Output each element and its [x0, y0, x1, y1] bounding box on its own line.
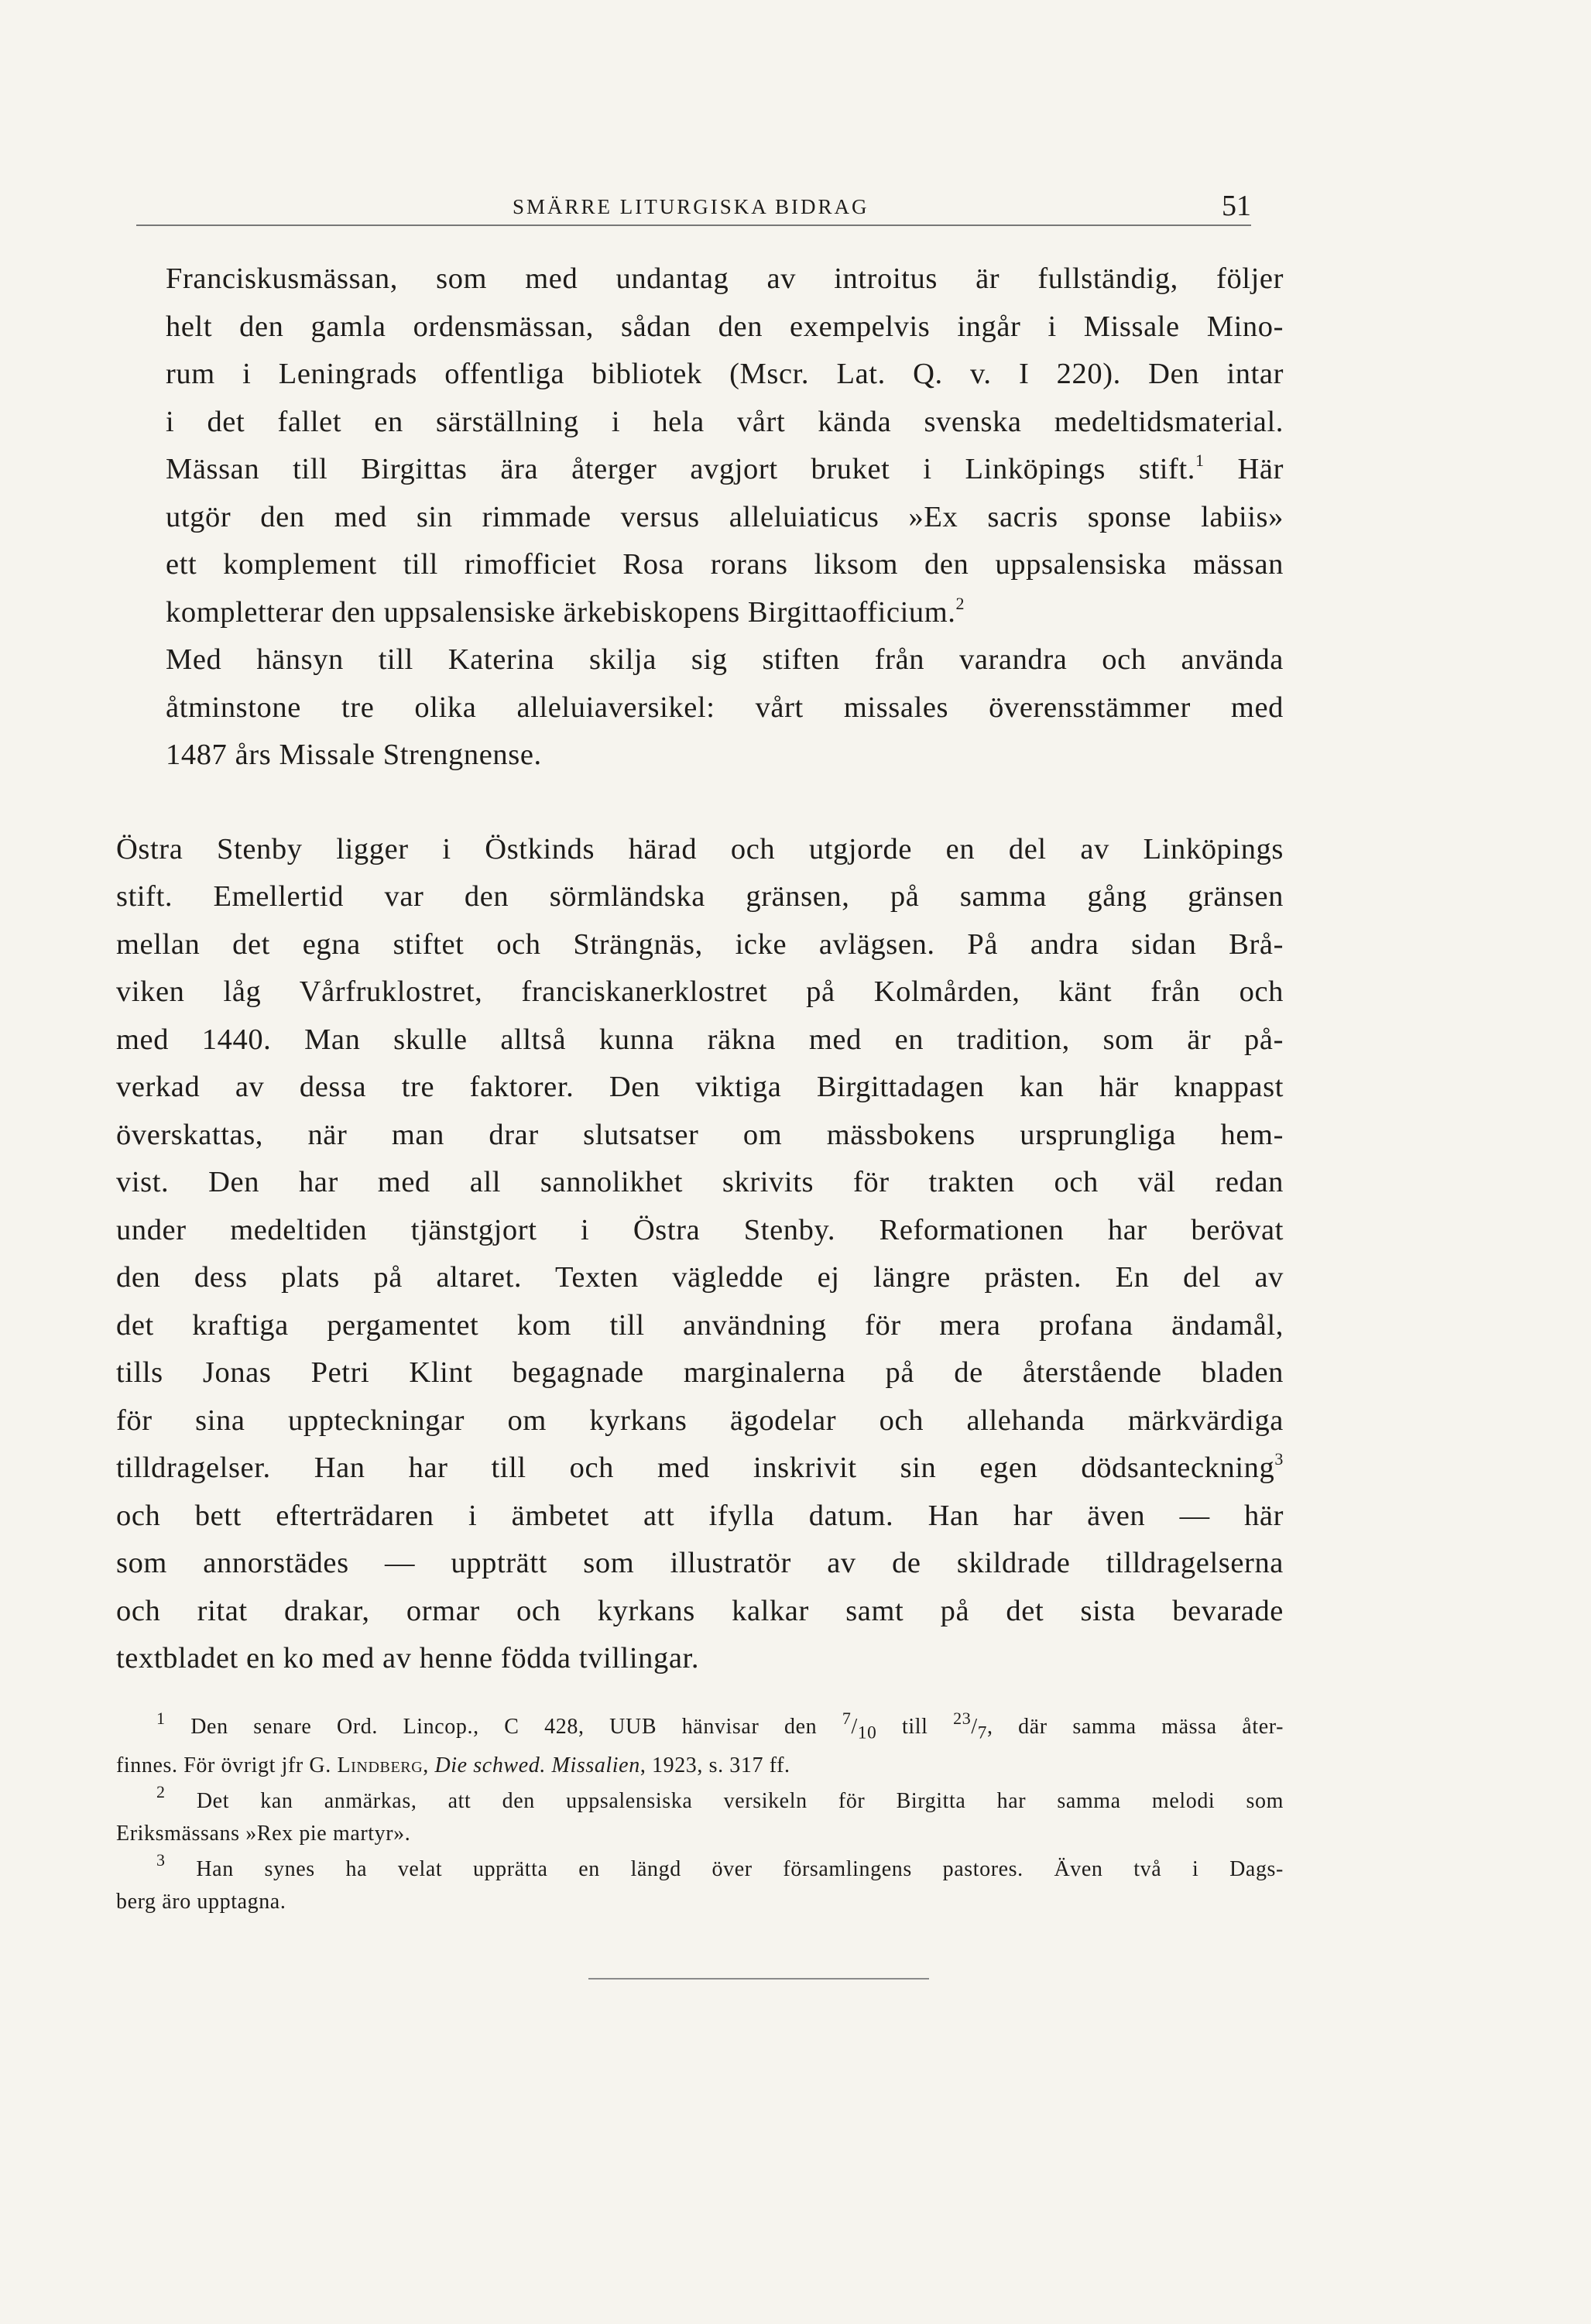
- bottom-rule: [588, 1978, 929, 1980]
- text-line: det kraftiga pergamentet kom till användning för mera profana ändamål,: [116, 1308, 1284, 1342]
- text-line: överskattas, när man drar slutsatser om mässbokens ursprungliga hem-: [116, 1118, 1284, 1151]
- footnote-work-title: Die schwed. Missalien: [434, 1753, 640, 1777]
- footnote-text: Han synes ha velat upprätta en längd över församlingens pastores. Även två i Dags-: [196, 1856, 1284, 1881]
- fraction-numerator: 7: [842, 1708, 852, 1728]
- footnote-text: , där samma mässa åter-: [986, 1715, 1284, 1739]
- text-line: för sina uppteckningar om kyrkans ägodelar och allehanda märkvärdiga: [116, 1404, 1284, 1437]
- paragraph-2: [116, 826, 1284, 1683]
- footnote-author: Lindberg: [337, 1753, 423, 1777]
- fraction-denominator: 10: [857, 1722, 877, 1743]
- footnote-ref-1: 1: [1195, 451, 1205, 471]
- text-line-part: Här: [1204, 453, 1284, 485]
- footnote-line: [116, 1850, 1284, 1886]
- text-line: som annorstädes — uppträtt som illustratör av de skildrade tilldragelserna: [116, 1547, 1284, 1579]
- footnote-text: till: [876, 1715, 954, 1739]
- footnote-3: [116, 1850, 1284, 1918]
- page-number: 51: [1222, 190, 1251, 222]
- footnote-line: Eriksmässans »Rex pie martyr».: [116, 1821, 411, 1846]
- text-line: Östra Stenby ligger i Östkinds härad och utgjorde en del av Linköpings: [116, 832, 1284, 866]
- footnote-line: $^1$ Den senare Ord. Lincop., C 428, UUB hänvisar den $^7/_{10}$ till $^{23}/_7$, där samma mässa åter-: [156, 1708, 1284, 1743]
- footnote-line: [116, 1782, 1284, 1818]
- text-line: 1487 års Missale Strengnense.: [166, 739, 542, 771]
- footnote-text: ,: [423, 1753, 435, 1777]
- footnotes: [116, 1708, 1284, 1921]
- footnote-1: [116, 1708, 1284, 1782]
- paragraph-gap: [116, 780, 1284, 826]
- text-line: mellan det egna stiftet och Strängnäs, icke avlägsen. På andra sidan Brå-: [116, 927, 1284, 961]
- text-line: i det fallet en särställning i hela vårt kända svenska medeltidsmaterial.: [166, 405, 1284, 438]
- footnote-line: berg äro upptagna.: [116, 1889, 286, 1914]
- fraction-numerator: 23: [953, 1708, 972, 1728]
- footnote-text: , 1923, s. 317 ff.: [639, 1753, 790, 1777]
- paragraph-1: [116, 255, 1284, 780]
- text-line: under medeltiden tjänstgjort i Östra Stenby. Reformationen har berövat: [116, 1213, 1284, 1246]
- text-line-part: Mässan till Birgittas ära återger avgjort bruket i Linköpings stift.: [166, 453, 1195, 485]
- body-text: [116, 255, 1284, 1683]
- text-line: viken låg Vårfruklostret, franciskanerklostret på Kolmården, känt från och: [116, 975, 1284, 1008]
- text-line: och ritat drakar, ormar och kyrkans kalkar samt på det sista bevarade: [116, 1594, 1284, 1627]
- text-line: tills Jonas Petri Klint begagnade marginalerna på de återstående bladen: [116, 1356, 1284, 1389]
- text-line: verkad av dessa tre faktorer. Den viktiga Birgittadagen kan här knappast: [116, 1071, 1284, 1103]
- text-line: [116, 1445, 1284, 1493]
- text-line: och bett efterträdaren i ämbetet att ifylla datum. Han har även — här: [116, 1499, 1284, 1532]
- text-line: åtminstone tre olika alleluiaversikel: vårt missales överensstämmer med: [166, 691, 1284, 724]
- text-line-part: tilldragelser. Han har till och med inskrivit sin egen dödsanteckning: [116, 1452, 1275, 1484]
- footnote-line: [116, 1750, 1284, 1782]
- page-header: [136, 186, 1251, 226]
- footnote-ref-3: 3: [1274, 1449, 1284, 1469]
- footnote-text: Det kan anmärkas, att den uppsalensiska versikeln för Birgitta har samma melodi som: [196, 1788, 1284, 1813]
- footnote-ref-2: 2: [955, 593, 965, 613]
- footnote-number: 1: [156, 1708, 166, 1728]
- footnote-number: 3: [156, 1850, 166, 1870]
- running-title: SMÄRRE LITURGISKA BIDRAG: [513, 195, 869, 218]
- text-line: den dess plats på altaret. Texten vägledde ej längre prästen. En del av: [116, 1261, 1284, 1294]
- text-line: Franciskusmässan, som med undantag av introitus är fullständig, följer: [166, 262, 1284, 295]
- footnote-text: finnes. För övrigt jfr G.: [116, 1753, 338, 1777]
- text-line: stift. Emellertid var den sörmländska gränsen, på samma gång gränsen: [116, 880, 1284, 913]
- text-line: med 1440. Man skulle alltså kunna räkna med en tradition, som är på-: [116, 1023, 1284, 1056]
- text-line-part: kompletterar den uppsalensiske ärkebiskopens Birgittaofficium.: [166, 595, 956, 629]
- text-line: textbladet en ko med av henne födda tvillingar.: [116, 1642, 700, 1674]
- text-line: utgör den med sin rimmade versus alleluiaticus »Ex sacris sponse labiis»: [166, 500, 1284, 533]
- footnote-2: [116, 1782, 1284, 1850]
- text-line: vist. Den har med all sannolikhet skrivits för trakten och väl redan: [116, 1166, 1284, 1198]
- text-line: rum i Leningrads offentliga bibliotek (Mscr. Lat. Q. v. I 220). Den intar: [166, 358, 1284, 390]
- text-line: [116, 446, 1284, 494]
- text-line: ett komplement till rimofficiet Rosa rorans liksom den uppsalensiska mässan: [166, 548, 1284, 581]
- text-line: helt den gamla ordensmässan, sådan den exempelvis ingår i Missale Mino-: [166, 310, 1284, 343]
- text-line: [116, 589, 1284, 637]
- text-line: Med hänsyn till Katerina skilja sig stiften från varandra och använda: [166, 643, 1284, 676]
- footnote-text: Den senare Ord. Lincop., C 428, UUB hänvisar den: [190, 1715, 842, 1739]
- fraction-denominator: 7: [977, 1722, 987, 1743]
- footnote-number: 2: [156, 1782, 166, 1802]
